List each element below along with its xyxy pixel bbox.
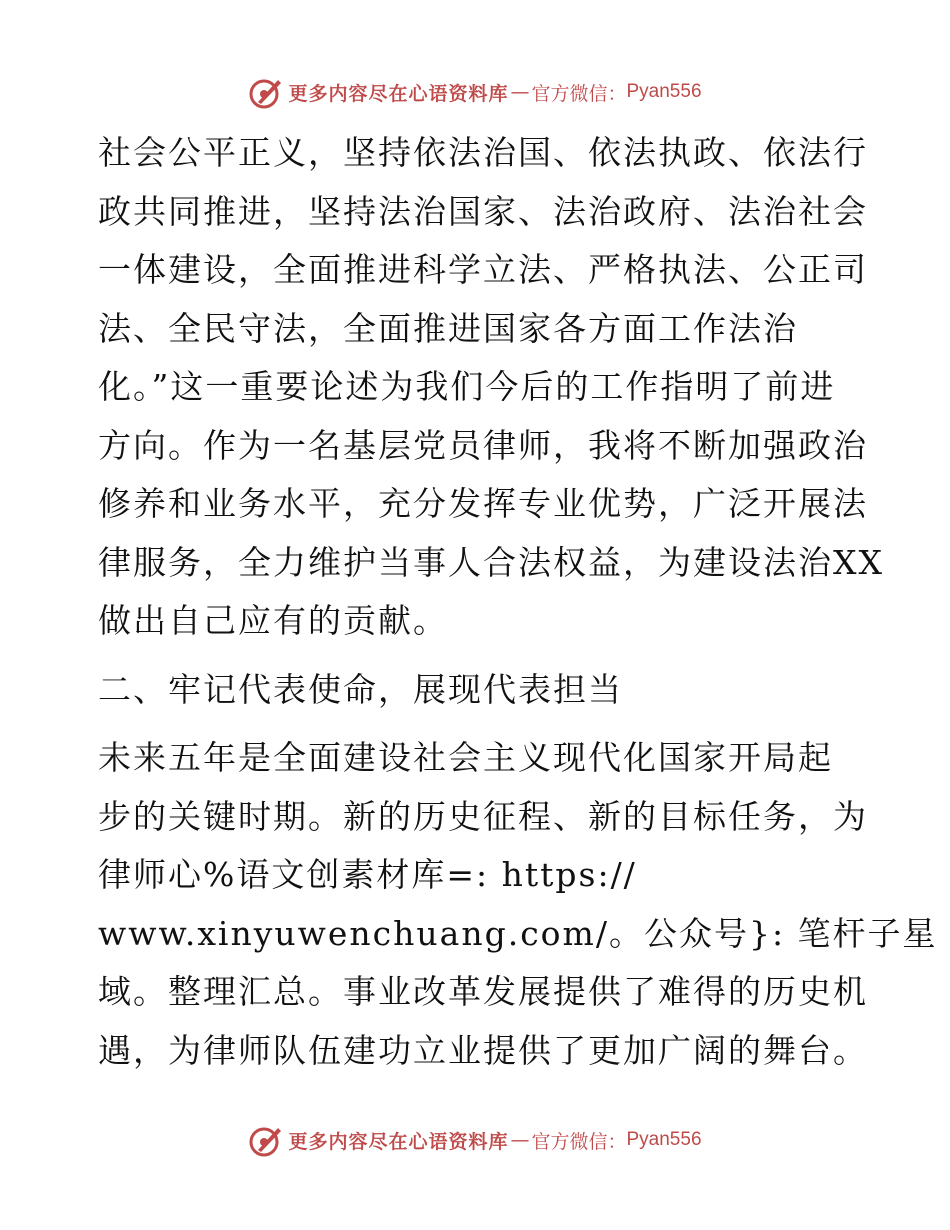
text-line: 政共同推进，坚持法治国家、法治政府、法治社会 [98,191,868,231]
paragraph-2 [98,729,938,1080]
text-line: 律师心%语文创素材库=: https:// [98,855,637,894]
footer-site-text: 更多内容尽在心语资料库 [288,1130,509,1153]
text-line: 社会公平正义，坚持依法治国、依法执政、依法行 [98,133,868,172]
quill-logo-icon [248,74,284,110]
header-wechat-label: 官方微信： [531,82,627,105]
footer-separator: — [510,1129,530,1151]
text-line: 步的关键时期。新的历史征程、新的目标任务，为 [98,796,868,836]
footer-banner [0,1120,950,1160]
text-line: 域。整理汇总。事业改革发展提供了难得的历史机 [98,972,868,1011]
section-heading: 二、牢记代表使命，展现代表担当 [98,669,623,709]
text-line: 化。”这一重要论述为我们今后的工作指明了前进 [98,367,836,406]
footer-wechat-label: 官方微信： [531,1130,627,1153]
quill-logo-icon [248,1122,284,1158]
text-line: 一体建设，全面推进科学立法、严格执法、公正司 [98,250,868,289]
text-line: 遇，为律师队伍建功立业提供了更加广阔的舞台。 [98,1030,868,1070]
footer-wechat-id: Pyan556 [626,1129,702,1150]
document-body [98,124,938,1080]
header-banner [0,72,950,112]
header-separator: — [510,81,530,103]
header-site-text: 更多内容尽在心语资料库 [288,82,509,105]
text-line: 未来五年是全面建设社会主义现代化国家开局起 [98,738,833,777]
text-line: 法、全民守法，全面推进国家各方面工作法治 [98,308,798,348]
text-line: 做出自己应有的贡献。 [98,601,448,640]
text-line: 方向。作为一名基层党员律师，我将不断加强政治 [98,425,868,465]
text-line: 修养和业务水平，充分发挥专业优势，广泛开展法 [98,484,868,523]
text-line: 律服务，全力维护当事人合法权益，为建设法治XX [98,542,884,582]
header-wechat-id: Pyan556 [626,81,702,102]
text-line: www.xinyuwenchuang.com/。公众号}: 笔杆子星 [98,913,938,953]
paragraph-1 [98,124,884,651]
